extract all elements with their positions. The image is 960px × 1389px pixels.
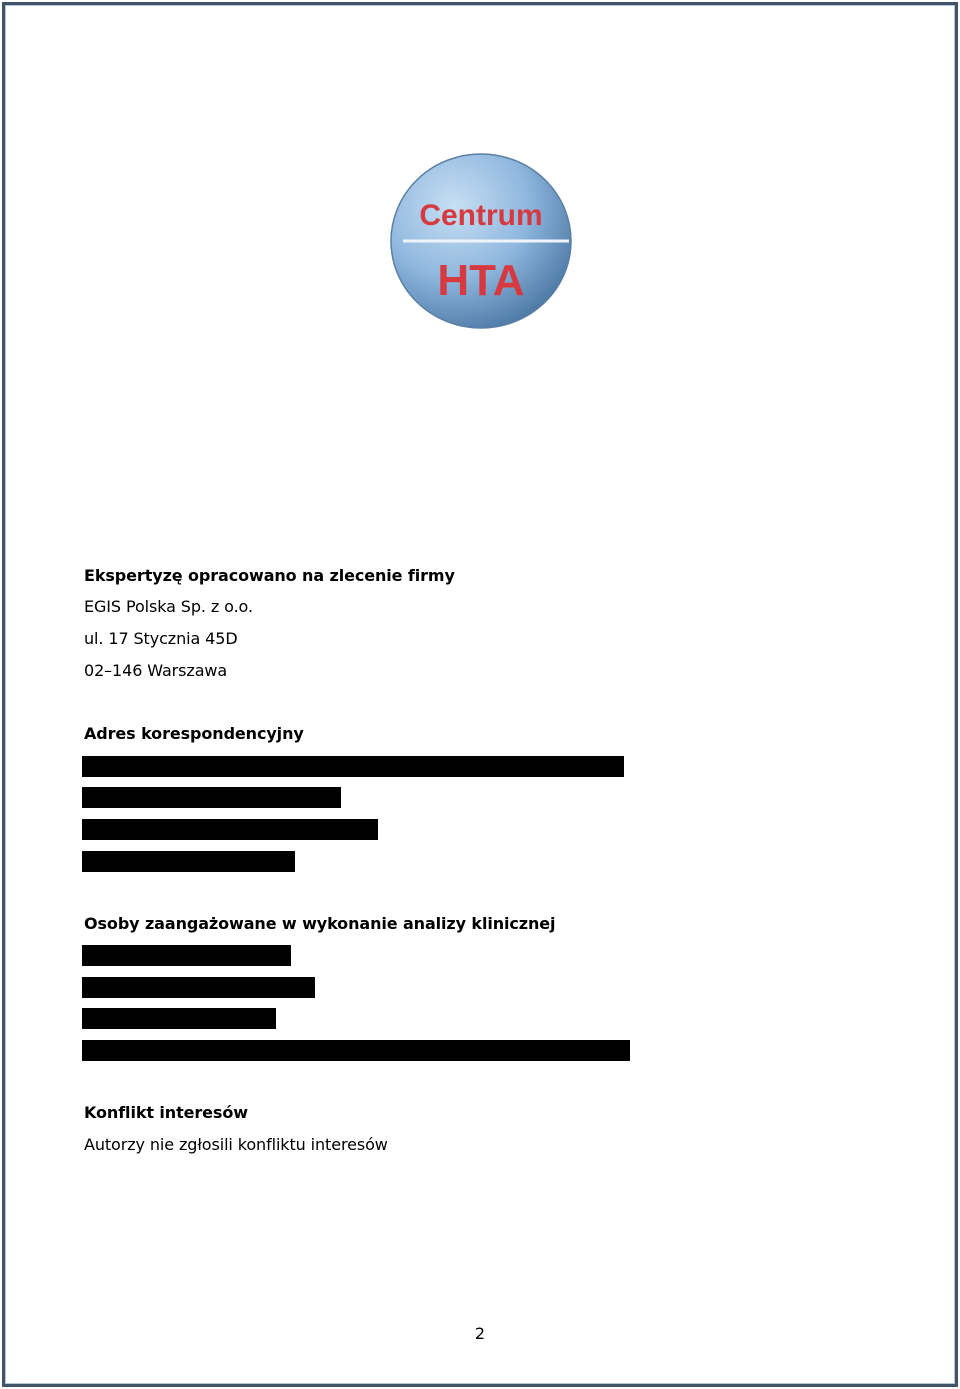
commission-heading: Ekspertyzę opracowano na zlecenie firmy	[84, 566, 455, 585]
company-street: ul. 17 Stycznia 45D	[84, 629, 238, 648]
centrum-hta-logo	[389, 152, 575, 330]
conflict-heading: Konflikt interesów	[84, 1103, 248, 1122]
redaction-bar	[82, 787, 341, 808]
page-number: 2	[474, 1324, 486, 1343]
redaction-bar	[82, 819, 378, 840]
redaction-bar	[82, 1040, 630, 1061]
logo-text-centrum: Centrum	[419, 199, 543, 232]
logo-text-hta: HTA	[437, 256, 525, 305]
company-city: 02–146 Warszawa	[84, 661, 228, 680]
redaction-bar	[82, 756, 624, 777]
redaction-bar	[82, 945, 291, 966]
redaction-bar	[82, 851, 295, 872]
conflict-statement: Autorzy nie zgłosili konfliktu interesów	[84, 1135, 388, 1154]
redaction-bar	[82, 977, 315, 998]
persons-heading: Osoby zaangażowane w wykonanie analizy klinicznej	[84, 914, 556, 933]
redaction-bar	[82, 1008, 276, 1029]
correspondence-heading: Adres korespondencyjny	[84, 724, 304, 743]
company-name: EGIS Polska Sp. z o.o.	[84, 597, 253, 616]
